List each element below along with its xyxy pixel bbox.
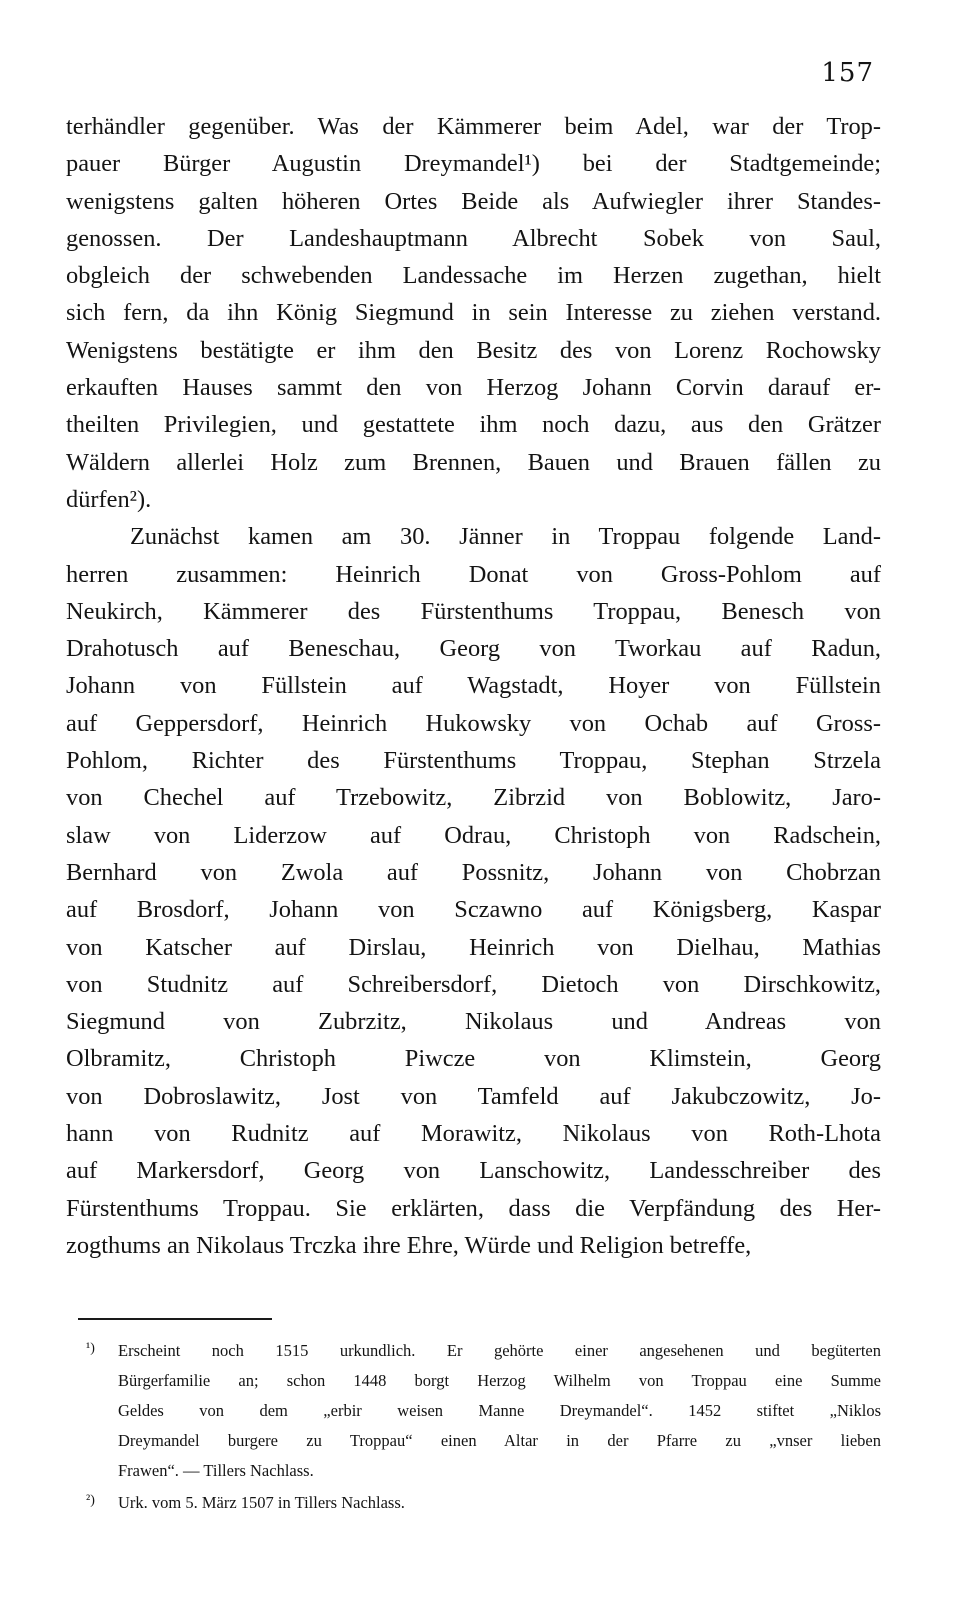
- text-line: hann von Rudnitz auf Morawitz, Nikolaus von Roth-Lhota: [66, 1120, 881, 1148]
- footnote-line: Geldes von dem „erbir weisen Manne Dreymandel“. 1452 stiftet „Niklos: [118, 1401, 881, 1420]
- body-text: [66, 108, 881, 1264]
- text-line: Neukirch, Kämmerer des Fürstenthums Troppau, Benesch von: [66, 597, 881, 625]
- text-line: erkauften Hauses sammt den von Herzog Johann Corvin darauf er-: [66, 374, 881, 402]
- footnote-text: Urk. vom 5. März 1507 in Tillers Nachlass.: [118, 1493, 405, 1512]
- text-line: dürfen²).: [66, 485, 152, 513]
- footnote-marker: ²): [86, 1493, 95, 1508]
- text-line: obgleich der schwebenden Landessache im Herzen zugethan, hielt: [66, 262, 881, 290]
- text-line: Johann von Füllstein auf Wagstadt, Hoyer von Füllstein: [66, 672, 881, 700]
- footnotes: [86, 1334, 881, 1518]
- text-line: pauer Bürger Augustin Dreymandel¹) bei der Stadtgemeinde;: [66, 150, 881, 178]
- text-line: von Studnitz auf Schreibersdorf, Dietoch von Dirschkowitz,: [66, 970, 881, 998]
- text-line: Bernhard von Zwola auf Possnitz, Johann von Chobrzan: [66, 858, 881, 886]
- text-line: slaw von Liderzow auf Odrau, Christoph von Radschein,: [66, 821, 881, 849]
- text-line: auf Geppersdorf, Heinrich Hukowsky von Ochab auf Gross-: [66, 709, 881, 737]
- text-line: herren zusammen: Heinrich Donat von Gross-Pohlom auf: [66, 560, 881, 588]
- footnote-line: [86, 1334, 881, 1366]
- text-line: zogthums an Nikolaus Trczka ihre Ehre, Würde und Religion betreffe,: [66, 1231, 752, 1259]
- footnote-marker: ¹): [86, 1341, 95, 1356]
- text-line: sich fern, da ihn König Siegmund in sein Interesse zu ziehen verstand.: [66, 299, 881, 327]
- text-line: Wenigstens bestätigte er ihm den Besitz des von Lorenz Rochowsky: [66, 336, 881, 364]
- footnote-line: Frawen“. — Tillers Nachlass.: [118, 1461, 314, 1480]
- text-line: Fürstenthums Troppau. Sie erklärten, dass die Verpfändung des Her-: [66, 1194, 881, 1222]
- text-line: Zunächst kamen am 30. Jänner in Troppau folgende Land-: [130, 523, 881, 551]
- footnote-line: Dreymandel burgere zu Troppau“ einen Altar in der Pfarre zu „vnser lieben: [118, 1431, 881, 1450]
- text-line: Siegmund von Zubrzitz, Nikolaus und Andreas von: [66, 1008, 881, 1036]
- text-line: auf Markersdorf, Georg von Lanschowitz, Landesschreiber des: [66, 1157, 881, 1185]
- text-line: terhändler gegenüber. Was der Kämmerer beim Adel, war der Trop-: [66, 113, 881, 140]
- text-line: Olbramitz, Christoph Piwcze von Klimstein, Georg: [66, 1045, 881, 1073]
- page-number: 157: [821, 58, 874, 88]
- text-line: von Dobroslawitz, Jost von Tamfeld auf Jakubczowitz, Jo-: [66, 1082, 881, 1110]
- text-line: Drahotusch auf Beneschau, Georg von Tworkau auf Radun,: [66, 635, 881, 663]
- text-line: auf Brosdorf, Johann von Sczawno auf Königsberg, Kaspar: [66, 896, 881, 924]
- text-line: Pohlom, Richter des Fürstenthums Troppau, Stephan Strzela: [66, 747, 881, 775]
- text-line: genossen. Der Landeshauptmann Albrecht Sobek von Saul,: [66, 224, 881, 252]
- footnote-line: [86, 1486, 881, 1518]
- text-line: von Chechel auf Trzebowitz, Zibrzid von Boblowitz, Jaro-: [66, 784, 881, 812]
- footnote-text: Erscheint noch 1515 urkundlich. Er gehörte einer angesehenen und begüterten: [118, 1341, 881, 1360]
- text-line: theilten Privilegien, und gestattete ihm noch dazu, aus den Grätzer: [66, 411, 881, 439]
- text-line: wenigstens galten höheren Ortes Beide als Aufwiegler ihrer Standes-: [66, 187, 881, 215]
- text-line: von Katscher auf Dirslau, Heinrich von Dielhau, Mathias: [66, 933, 881, 961]
- footnote-rule: [78, 1318, 272, 1320]
- text-line: Wäldern allerlei Holz zum Brennen, Bauen und Brauen fällen zu: [66, 448, 881, 476]
- footnote-line: Bürgerfamilie an; schon 1448 borgt Herzog Wilhelm von Troppau eine Summe: [118, 1371, 881, 1390]
